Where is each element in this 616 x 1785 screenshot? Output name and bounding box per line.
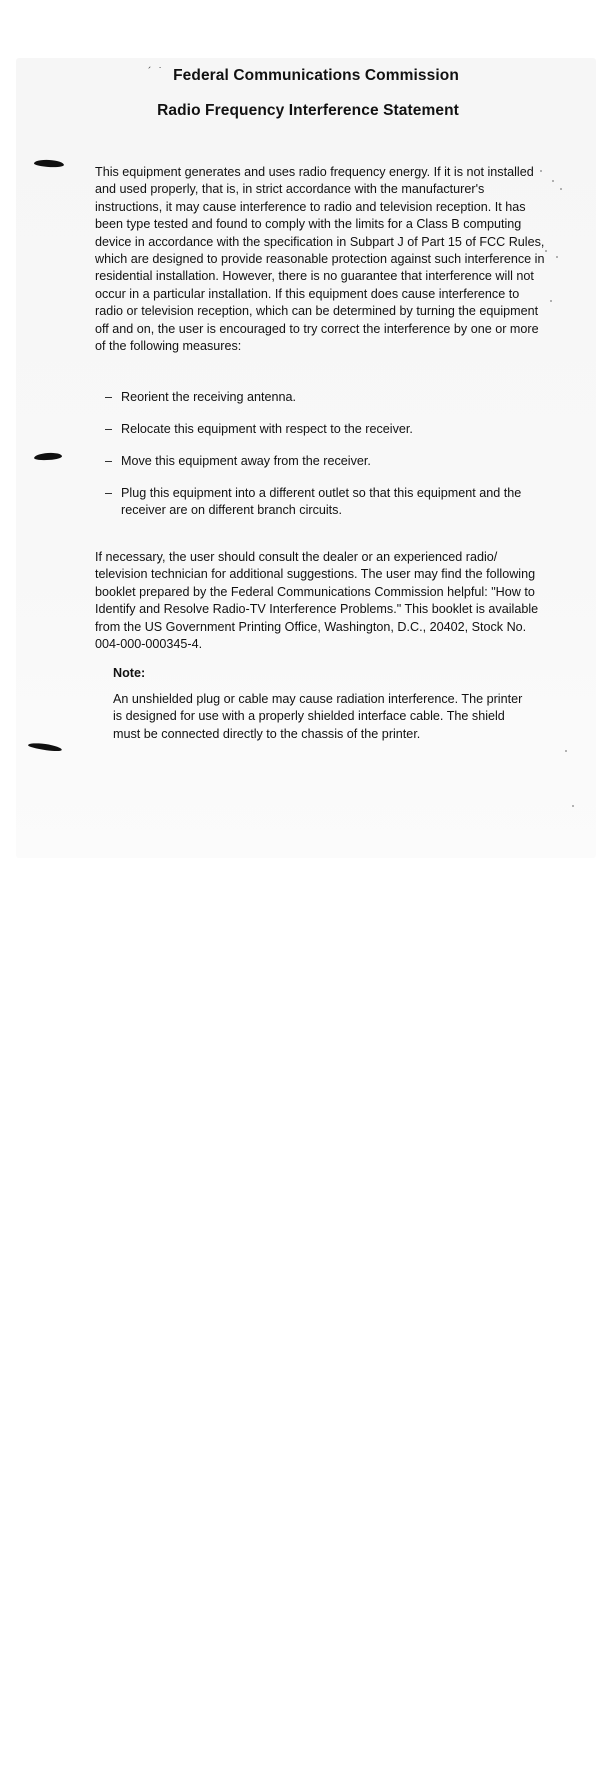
scan-speck: [565, 750, 567, 752]
measure-text: Reorient the receiving antenna.: [121, 390, 297, 404]
dash-bullet: –: [105, 421, 113, 436]
scan-speck: [560, 188, 562, 190]
scan-artifact-mark: ´ ˙: [148, 66, 165, 78]
document-subtitle: Radio Frequency Interference Statement: [157, 102, 459, 119]
measure-text: Plug this equipment into a different outlet so that this equipment and the receiver are on different branch circuits.: [121, 485, 522, 518]
scan-speck: [572, 805, 574, 807]
dash-bullet: –: [105, 485, 113, 500]
followup-paragraph: If necessary, the user should consult the dealer or an experienced radio/ television technician for additional suggestions. The user may find the following booklet prepared by the Federal Communications Commission helpful: "How to Identify and Resolve Radio-TV Interference Problems." This booklet is available from the US Government Printing Office, Washington, D.C., 20402, Stock No. 004-000-000345-4.: [95, 550, 539, 652]
note-heading: Note:: [113, 666, 146, 680]
document-title: Federal Communications Commission: [173, 67, 459, 84]
intro-paragraph: This equipment generates and uses radio frequency energy. If it is not installed and used properly, that is, in strict accordance with the manufacturer's instructions, it may cause interference to radio and television reception. It has been type tested and found to comply with the limits for a Class B computing device in accordance with the specification in Subpart J of Part 15 of FCC Rules, which are designed to provide reasonable protection against such interference in residential installation. However, there is no guarantee that interference will not occur in a particular installation. If this equipment does cause interference to radio or television reception, which can be determined by turning the equipment off and on, the user is encouraged to try correct the interference by one or more of the following measures:: [95, 165, 545, 354]
note-text: An unshielded plug or cable may cause radiation interference. The printer is designed for use with a properly shielded interface cable. The shield must be connected directly to the chassis of the printer.: [113, 692, 523, 741]
scan-speck: [550, 300, 552, 302]
dash-bullet: –: [105, 453, 113, 468]
dash-bullet: –: [105, 390, 113, 404]
measure-text: Move this equipment away from the receiver.: [121, 453, 371, 468]
scan-speck: [552, 180, 554, 182]
scan-speck: [556, 256, 558, 258]
list-item: [105, 421, 545, 438]
list-item: [105, 453, 545, 470]
measures-list: [105, 389, 545, 534]
list-item: [105, 389, 545, 406]
scan-speck: [545, 250, 547, 252]
measure-text: Relocate this equipment with respect to the receiver.: [121, 421, 413, 436]
list-item: [105, 485, 545, 520]
